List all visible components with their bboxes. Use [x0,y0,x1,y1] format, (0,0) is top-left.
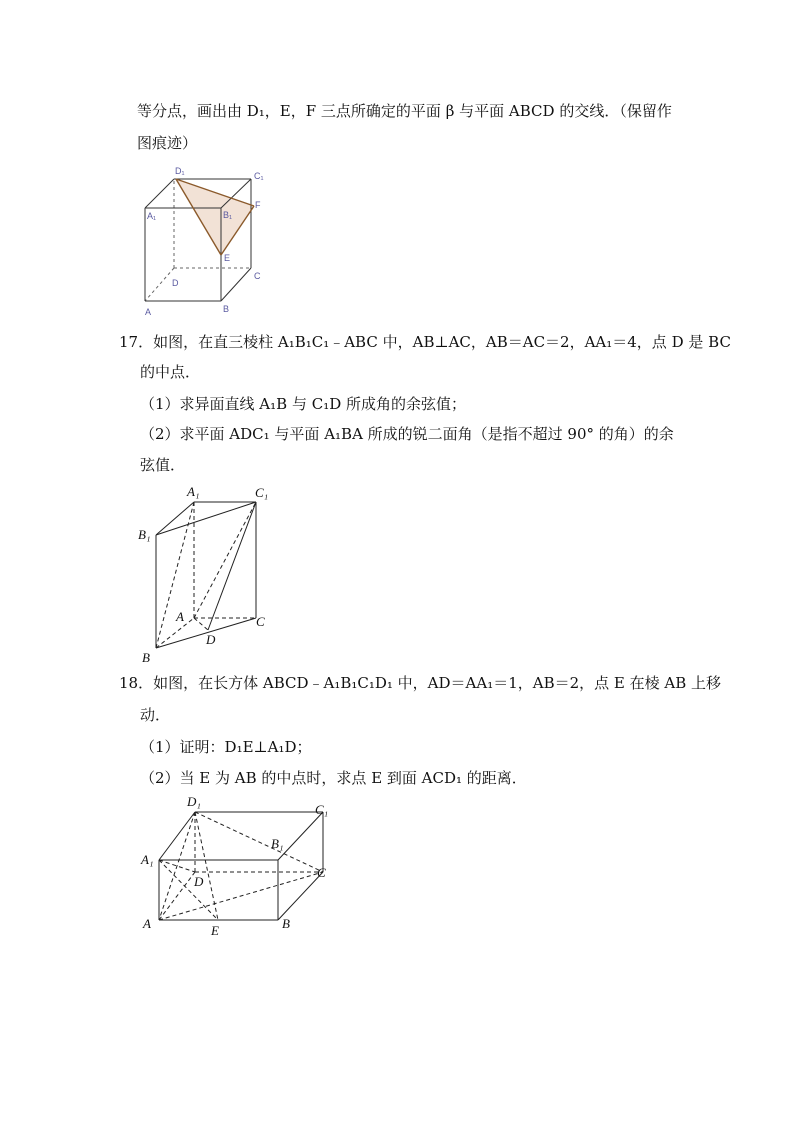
q18-part-1: （1）证明：D₁E⊥A₁D； [140,738,312,756]
label-A1: A₁ [141,852,154,867]
label-B: B [223,304,230,314]
label-E: E [211,923,219,938]
q17-part-1: （1）求异面直线 A₁B 与 C₁D 所成角的余弦值； [140,395,467,413]
q17-part-2-line-1: （2）求平面 ADC₁ 与平面 A₁BA 所成的锐二面角（是指不超过 90° 的角）的余 [140,425,674,443]
q17-text-line-2: 的中点． [140,363,201,381]
label-B1: B₁ [138,527,151,542]
label-C1: C₁ [254,171,264,181]
q18-text-line-1: 18．如图，在长方体 ABCD﹣A₁B₁C₁D₁ 中，AD＝AA₁＝1，AB＝2，点 E 在棱 AB 上移 [119,674,722,692]
label-B1: B₁ [271,836,284,851]
label-F: F [255,200,261,210]
q17-text-line-1: 17．如图，在直三棱柱 A₁B₁C₁﹣ABC 中，AB⊥AC，AB＝AC＝2，AA₁＝4，点 D 是 BC [119,333,731,351]
q18-part-2: （2）当 E 为 AB 的中点时，求点 E 到面 ACD₁ 的距离． [140,769,527,787]
label-A1: A₁ [187,484,200,499]
figure-rectangular-box [135,790,345,940]
label-A: A [145,307,152,317]
label-C1: C₁ [255,485,269,500]
label-D: D [206,632,216,647]
label-B1: B₁ [223,210,233,220]
label-A: A [176,609,184,624]
q18-text-line-2: 动． [140,706,171,724]
label-B: B [142,650,150,665]
q16-text-line-2: 图痕迹） [137,134,198,152]
label-D: D [194,874,204,889]
figure-triangular-prism [130,480,290,670]
label-C: C [254,271,261,281]
label-D: D [172,278,179,288]
label-D1: D₁ [187,794,201,809]
q16-text-line-1: 等分点，画出由 D₁，E，F 三点所确定的平面 β 与平面 ABCD 的交线．（保留作 [137,102,672,120]
label-E: E [224,253,231,263]
q17-part-2-line-2: 弦值． [140,456,186,474]
label-C1: C₁ [315,802,329,817]
label-C: C [256,614,265,629]
label-C: C [317,865,326,880]
label-B: B [282,916,290,931]
label-A: A [143,916,151,931]
label-D1: D₁ [175,166,185,176]
label-A1: A₁ [147,211,157,221]
figure-cube-section [130,160,280,320]
